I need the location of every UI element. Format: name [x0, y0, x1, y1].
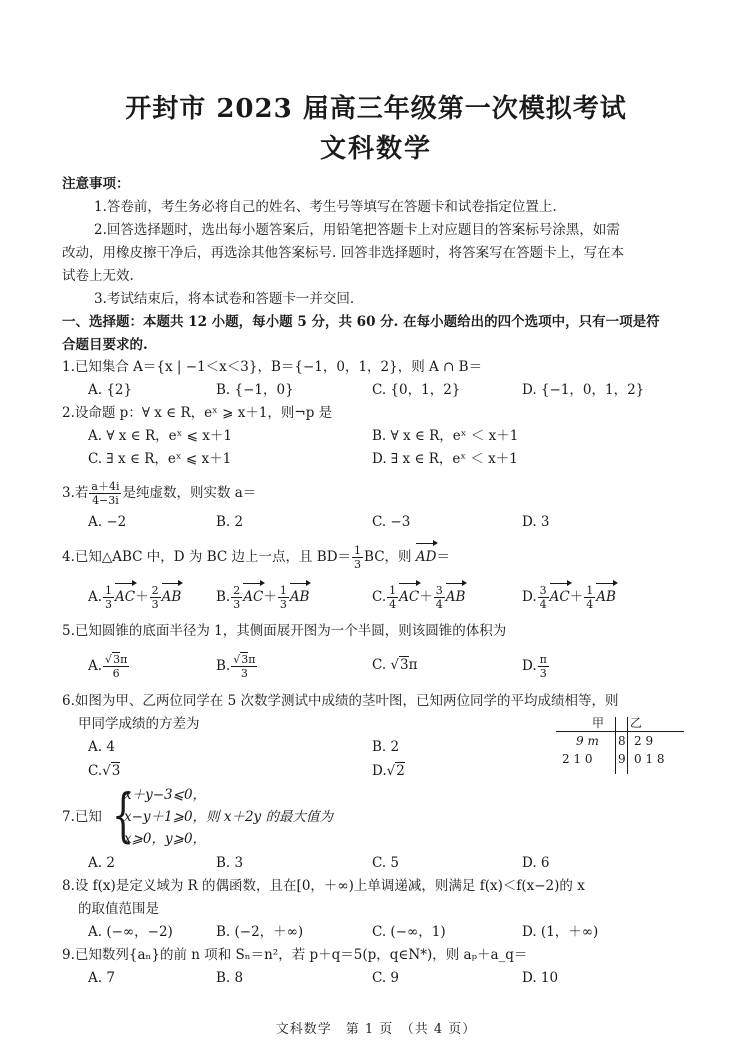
plot-label-yi: 乙	[630, 716, 643, 730]
q5-a-num: √3π	[105, 653, 128, 666]
q5-b-den: 3	[240, 667, 248, 680]
q5-c-pi: π	[408, 657, 418, 673]
q5-a-radicand: 3	[113, 653, 121, 666]
q6-c-radicand: 3	[111, 763, 121, 779]
q4-c-n1: 1	[389, 584, 397, 597]
plot-row2-right: 0 1 8	[634, 752, 665, 766]
q6-option-c: C.√3	[88, 763, 121, 779]
q4-d-d2: 4	[586, 598, 594, 611]
q4-b-n2: 1	[279, 584, 287, 597]
q9-option-d: D. 10	[522, 970, 559, 986]
q4-frac-den: 3	[354, 558, 362, 571]
q7-constraint-1: x＋y−3⩽0，	[124, 787, 207, 803]
q5-a-pi: π	[120, 653, 128, 666]
q4-a-d1: 3	[105, 598, 113, 611]
q4-a-label: A.	[88, 589, 103, 605]
q6-c-label: C.	[88, 763, 103, 779]
q7-constraint-2: x−y＋1⩾0，则 x＋2y 的最大值为	[124, 809, 333, 825]
q9-option-a: A. 7	[88, 970, 115, 986]
q4-c-plus: ＋	[419, 589, 433, 605]
question-9: 9.已知数列{aₙ}的前 n 项和 Sₙ＝n²，若 p＋q＝5(p，q∈N*)，则 aₚ＋a_q＝	[62, 947, 528, 963]
q4-c-n2: 3	[435, 584, 443, 597]
q4-b-d2: 3	[279, 598, 287, 611]
q3-numerator: a＋4i	[91, 480, 120, 493]
plot-header-line	[556, 731, 684, 732]
notice-item-2-end: 试卷上无效.	[62, 268, 134, 284]
q6-d-label: D.	[372, 763, 387, 779]
q4-c-d2: 4	[435, 598, 443, 611]
q2-option-b: B. ∀ x ∈ R，eˣ ＜ x＋1	[372, 428, 519, 444]
q5-option-c: C. √3π	[372, 657, 418, 673]
question-1: 1.已知集合 A＝{x | −1＜x＜3}，B＝{−1，0，1，2}，则 A ∩ B＝	[62, 359, 483, 375]
q4-b-label: B.	[216, 589, 231, 605]
exam-subject: 文科数学	[319, 134, 432, 164]
plot-row1-right: 2 9	[634, 734, 654, 748]
notice-item-1: 1.答卷前，考生务必将自己的姓名、考生号等填写在答题卡和试卷指定位置上.	[94, 199, 557, 215]
q5-b-pi: π	[248, 653, 256, 666]
q5-option-b	[216, 651, 258, 681]
q4-frac-num: 1	[354, 544, 362, 557]
section-heading: 一、选择题：本题共 12 小题，每小题 5 分，共 60 分. 在每小题给出的四个选项中，只有一项是符	[62, 314, 660, 330]
q5-a-den: 6	[112, 667, 120, 680]
q4-c-label: C.	[372, 589, 387, 605]
q4-equals: ＝	[436, 549, 450, 565]
plot-label-jia: 甲	[592, 716, 605, 730]
q7-option-c: C. 5	[372, 855, 400, 871]
stem-leaf-plot	[556, 714, 684, 774]
q5-c-label: C.	[372, 657, 387, 673]
q4-option-d	[522, 583, 616, 611]
plot-divider-right	[627, 717, 628, 774]
q2-option-d: D. ∃ x ∈ R，eˣ ＜ x＋1	[372, 451, 518, 467]
question-8-cont: 的取值范围是	[78, 901, 159, 917]
question-2: 2.设命题 p：∀ x ∈ R，eˣ ⩾ x＋1，则¬p 是	[62, 405, 333, 421]
vector-ad: AD	[416, 543, 437, 571]
q2-option-a: A. ∀ x ∈ R，eˣ ⩽ x＋1	[88, 428, 232, 444]
vector-ab: AB	[162, 583, 182, 611]
vector-ac: AC	[115, 583, 135, 611]
vector-ac: AC	[243, 583, 263, 611]
question-7: 7.已知	[62, 809, 102, 825]
q4-a-frac1	[103, 584, 114, 611]
q4-d-frac2	[584, 584, 595, 611]
q3-option-c: C. −3	[372, 514, 411, 530]
q5-option-a	[88, 651, 130, 681]
q4-fraction	[352, 544, 363, 571]
q3-option-a: A. −2	[88, 514, 127, 530]
question-6: 6.如图为甲、乙两位同学在 5 次数学测试中成绩的茎叶图，已知两位同学的平均成绩相等，则	[62, 693, 619, 709]
question-3	[62, 479, 256, 507]
q4-d-n2: 1	[586, 584, 594, 597]
question-4	[62, 543, 450, 571]
q5-b-radicand: 3	[241, 653, 249, 666]
q1-option-b: B. {−1，0}	[216, 382, 294, 398]
plot-row2-stem: 9	[618, 752, 626, 766]
question-5: 5.已知圆锥的底面半径为 1，其侧面展开图为一个半圆，则该圆锥的体积为	[62, 623, 507, 639]
q5-b-num: √3π	[233, 653, 256, 666]
q4-b-d1: 3	[233, 598, 241, 611]
q6-option-b: B. 2	[372, 739, 400, 755]
q5-d-num: π	[539, 653, 547, 666]
notice-item-2-cont: 改动，用橡皮擦干净后，再选涂其他答案标号. 回答非选择题时，将答案写在答题卡上，写在本	[62, 245, 625, 261]
q4-b-n1: 2	[233, 584, 241, 597]
q3-option-d: D. 3	[522, 514, 550, 530]
notice-item-3: 3.考试结束后，将本试卷和答题卡一并交回.	[94, 291, 355, 307]
vector-ab: AB	[290, 583, 310, 611]
section-heading-cont: 合题目要求的.	[62, 337, 148, 353]
page-footer: 文科数学 第 1 页 （共 4 页）	[275, 1022, 477, 1037]
q3-denominator: 4−3i	[92, 494, 119, 507]
q4-suffix: BC，则	[364, 549, 412, 565]
q3-suffix: 是纯虚数，则实数 a＝	[122, 485, 257, 501]
q7-constraint-3: x⩾0，y⩾0，	[124, 831, 207, 847]
q6-option-d: D.√2	[372, 763, 405, 779]
q4-option-b	[216, 583, 309, 611]
q5-d-frac	[538, 653, 549, 680]
exam-title: 开封市 2023 届高三年级第一次模拟考试	[125, 94, 627, 124]
vector-ab: AB	[446, 583, 466, 611]
q8-option-d: D. (1，＋∞)	[522, 924, 599, 940]
q4-prefix: 4.已知△ABC 中，D 为 BC 边上一点，且 BD＝	[62, 549, 352, 565]
q4-option-a	[88, 583, 181, 611]
q1-option-c: C. {0，1，2}	[372, 382, 461, 398]
system-brace: {	[112, 781, 135, 849]
q2-option-c: C. ∃ x ∈ R，eˣ ⩽ x＋1	[88, 451, 232, 467]
question-8: 8.设 f(x)是定义域为 R 的偶函数，且在[0，＋∞)上单调递减，则满足 f(x)＜f(x−2)的 x	[62, 878, 585, 894]
q6-option-a: A. 4	[88, 739, 115, 755]
q5-c-radicand: 3	[400, 657, 409, 673]
q5-b-label: B.	[216, 658, 231, 674]
q4-a-n2: 2	[151, 584, 159, 597]
q5-d-den: 3	[539, 667, 547, 680]
q4-b-plus: ＋	[263, 589, 277, 605]
q4-a-n1: 1	[105, 584, 113, 597]
q5-d-label: D.	[522, 658, 537, 674]
plot-divider-left	[615, 717, 616, 774]
q4-option-c	[372, 583, 465, 611]
q4-a-d2: 3	[151, 598, 159, 611]
q4-c-frac1	[387, 584, 398, 611]
question-6-cont: 甲同学成绩的方差为	[78, 716, 200, 732]
q8-option-b: B. (−2，＋∞)	[216, 924, 304, 940]
q8-option-c: C. (−∞，1)	[372, 924, 446, 940]
vector-ac: AC	[399, 583, 419, 611]
vector-ac: AC	[550, 583, 570, 611]
q5-a-label: A.	[88, 658, 103, 674]
q4-a-plus: ＋	[135, 589, 149, 605]
plot-row2-left: 2 1 0	[562, 752, 593, 766]
notice-item-2: 2.回答选择题时，选出每小题答案后，用铅笔把答题卡上对应题目的答案标号涂黑，如需	[94, 222, 620, 238]
q4-c-d1: 4	[389, 598, 397, 611]
q4-d-label: D.	[522, 589, 537, 605]
q4-a-frac2	[150, 584, 161, 611]
q4-b-frac1	[231, 584, 242, 611]
plot-row1-stem: 8	[618, 734, 626, 748]
q3-option-b: B. 2	[216, 514, 244, 530]
q4-c-frac2	[434, 584, 445, 611]
q5-option-d	[522, 651, 550, 681]
q6-d-radicand: 2	[396, 763, 405, 779]
q7-option-b: B. 3	[216, 855, 244, 871]
notice-heading: 注意事项：	[62, 176, 130, 192]
q4-d-plus: ＋	[569, 589, 584, 605]
q9-option-c: C. 9	[372, 970, 400, 986]
q3-fraction	[89, 480, 121, 507]
q1-option-a: A. {2}	[88, 382, 133, 398]
vector-ab: AB	[596, 583, 616, 611]
q1-option-d: D. {−1，0，1，2}	[522, 382, 645, 398]
q5-a-frac	[103, 653, 129, 680]
q8-option-a: A. (−∞，−2)	[88, 924, 173, 940]
q4-b-frac2	[278, 584, 289, 611]
q7-option-d: D. 6	[522, 855, 550, 871]
q4-d-frac1	[538, 584, 549, 611]
q9-option-b: B. 8	[216, 970, 244, 986]
q4-d-d1: 4	[539, 598, 547, 611]
q3-prefix: 3.若	[62, 485, 89, 501]
plot-row1-left: 9 m	[576, 734, 599, 748]
q7-option-a: A. 2	[88, 855, 115, 871]
q5-b-frac	[231, 653, 257, 680]
q4-d-n1: 3	[539, 584, 547, 597]
